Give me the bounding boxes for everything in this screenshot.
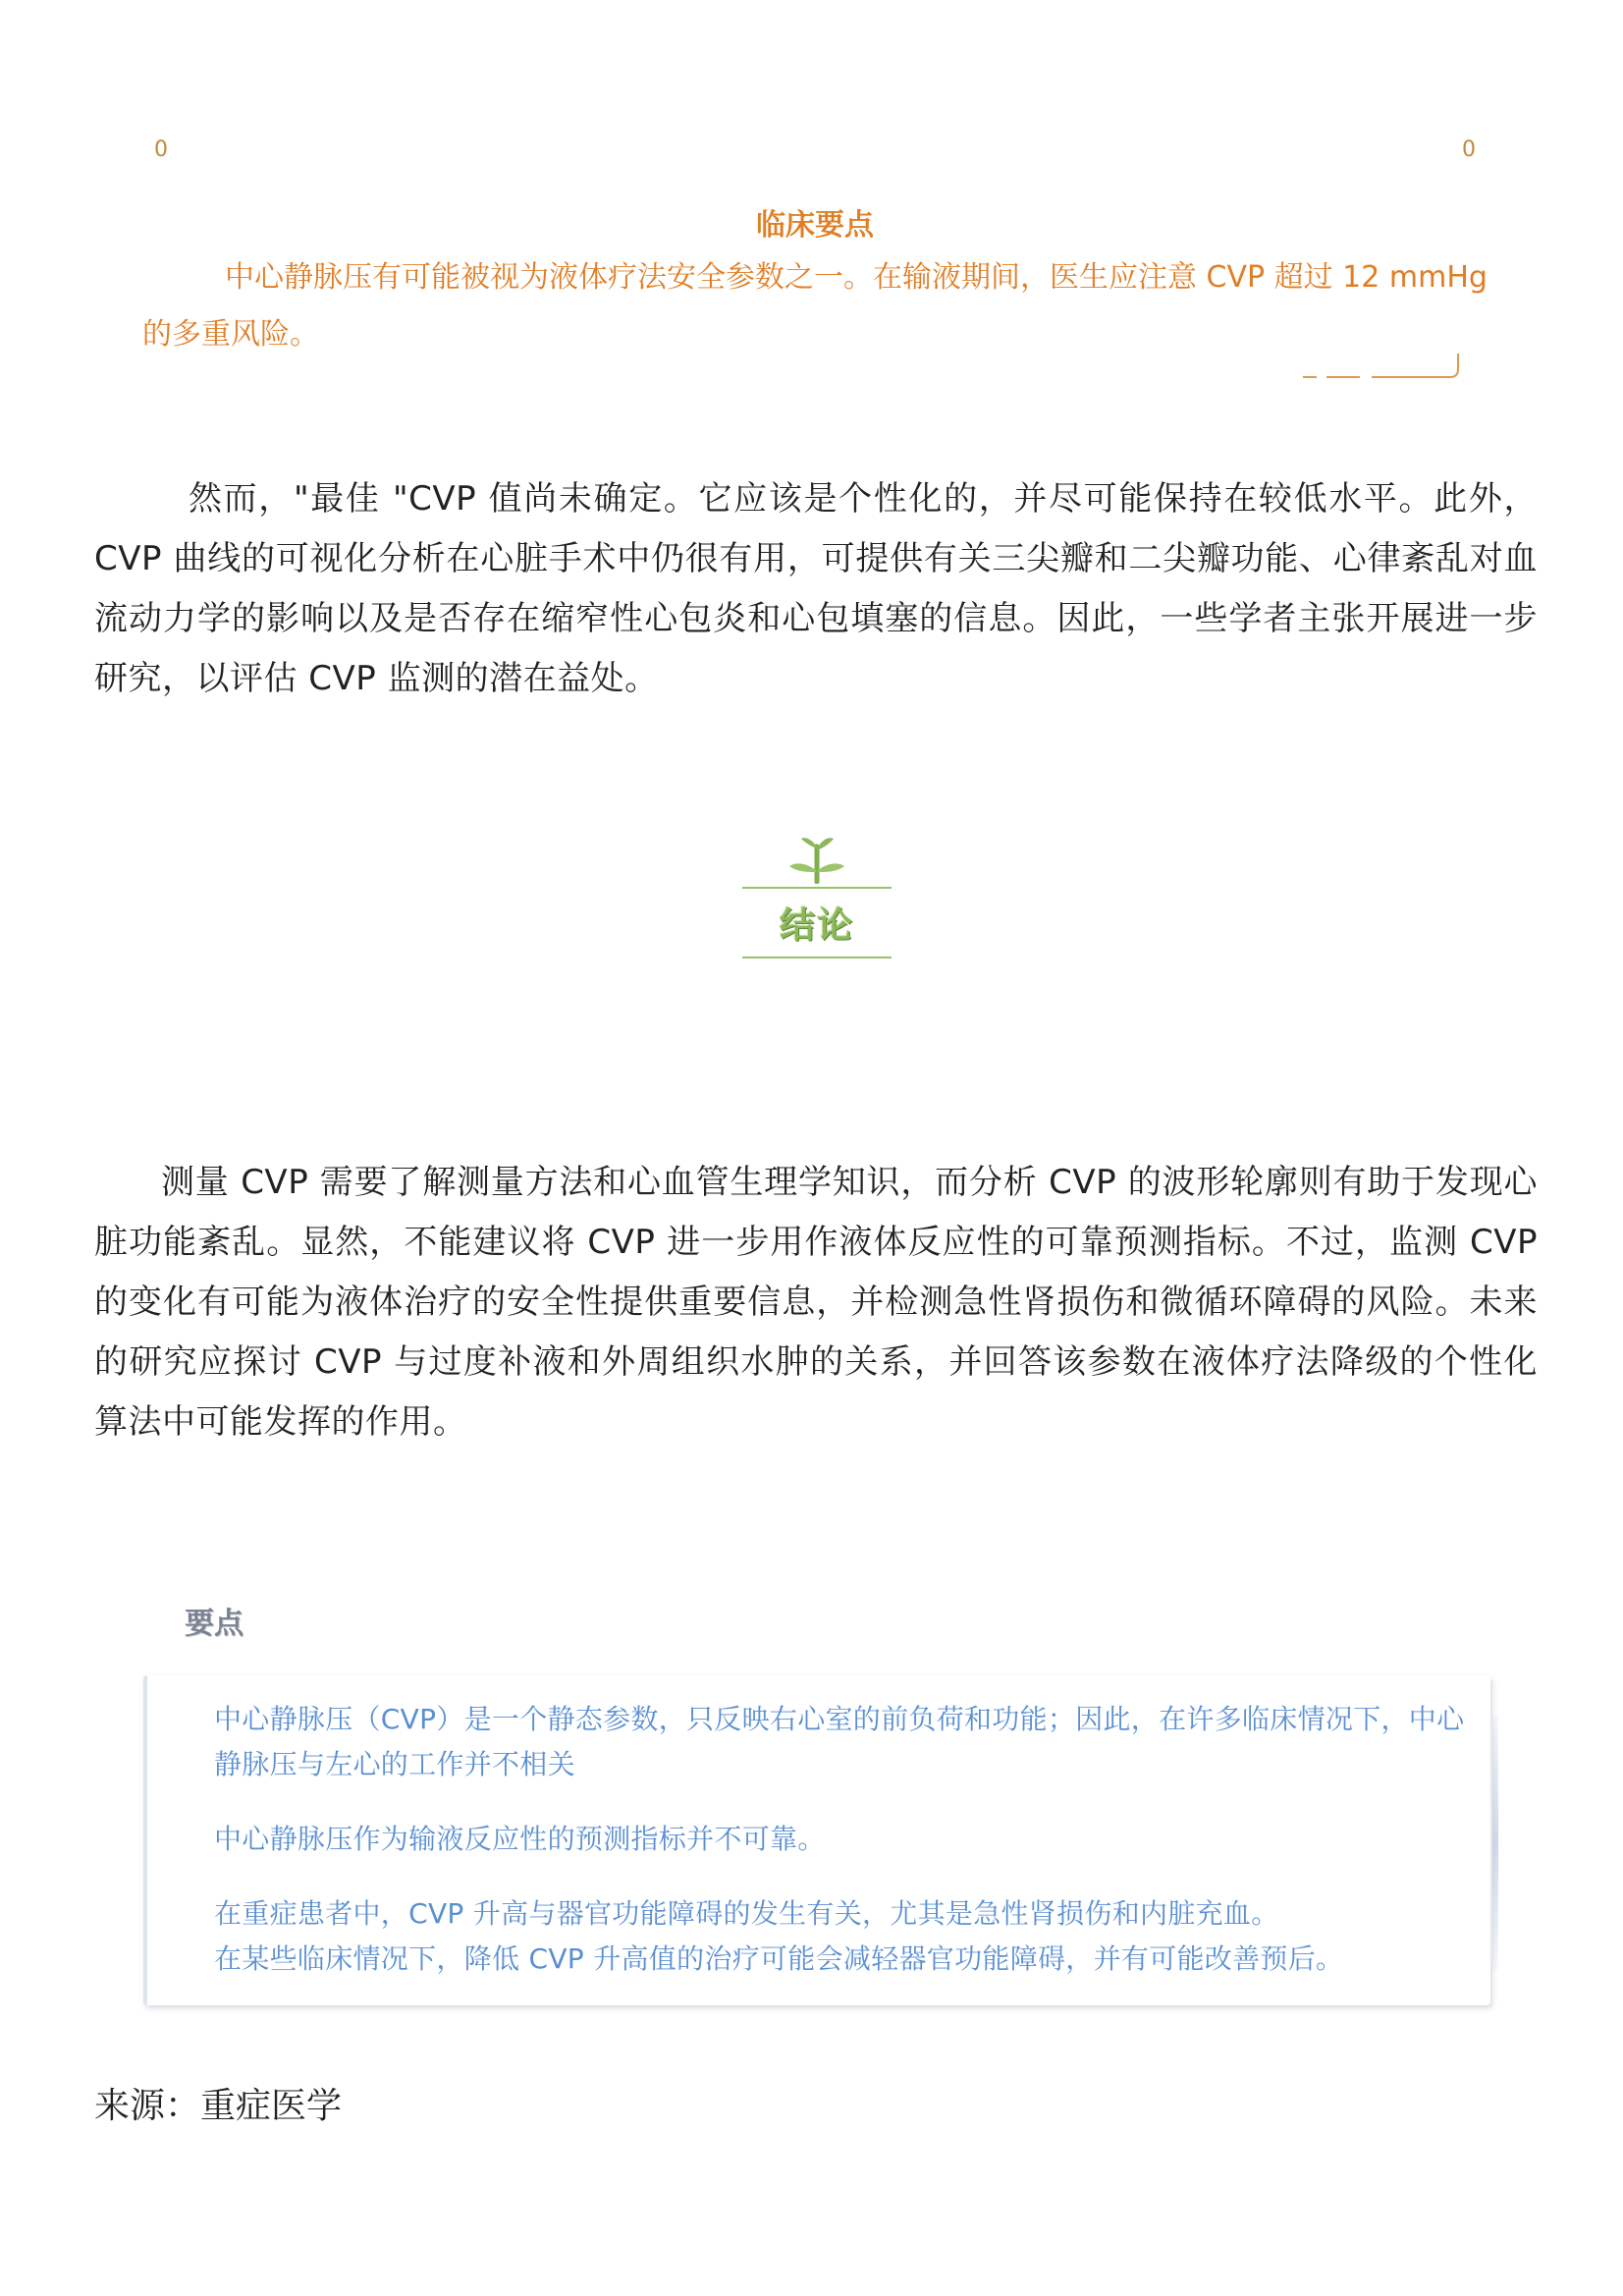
section-heading-label: 结论 bbox=[779, 905, 854, 946]
key-points-card bbox=[143, 1675, 1490, 2005]
body-paragraph-1: 然而，"最佳 "CVP 值尚未确定。它应该是个性化的，并尽可能保持在较低水平。此外，CVP 曲线的可视化分析在心脏手术中仍很有用，可提供有关三尖瓣和二尖瓣功能、心律紊乱对血流动力学的影响以及是否存在缩窄性心包炎和心包填塞的信息。因此，一些学者主张开展进一步研究，以评估 CVP 监测的潜在益处。 bbox=[94, 479, 1538, 698]
key-points-label: 要点 bbox=[185, 1607, 243, 1641]
key-point-item: 在重症患者中，CVP 升高与器官功能障碍的发生有关，尤其是急性肾损伤和内脏充血。 bbox=[214, 1897, 1279, 1930]
key-point-item: 中心静脉压作为输液反应性的预测指标并不可靠。 bbox=[214, 1823, 826, 1855]
bracket-decoration-icon bbox=[1303, 352, 1460, 379]
card-shadow bbox=[1492, 1715, 1498, 1970]
key-point-item: 中心静脉压（CVP）是一个静态参数，只反映右心室的前负荷和功能；因此，在许多临床情况下，中心静脉压与左心的工作并不相关 bbox=[214, 1703, 1465, 1780]
clinical-points-text: 中心静脉压有可能被视为液体疗法安全参数之一。在输液期间，医生应注意 CVP 超过 12 mmHg 的多重风险。 bbox=[142, 260, 1488, 352]
sprout-icon bbox=[787, 835, 846, 884]
heading-line-bottom bbox=[742, 957, 892, 958]
source-line: 来源：重症医学 bbox=[94, 2086, 343, 2126]
clinical-points-box bbox=[142, 136, 1488, 391]
corner-mark-left: 0 bbox=[154, 137, 168, 162]
heading-line-top bbox=[742, 887, 892, 889]
section-heading bbox=[742, 835, 892, 962]
key-point-item: 在某些临床情况下，降低 CVP 升高值的治疗可能会减轻器官功能障碍，并有可能改善预后。 bbox=[214, 1942, 1344, 1975]
body-paragraph-2: 测量 CVP 需要了解测量方法和心血管生理学知识，而分析 CVP 的波形轮廓则有助于发现心脏功能紊乱。显然，不能建议将 CVP 进一步用作液体反应性的可靠预测指标。不过，监测 CVP 的变化有可能为液体治疗的安全性提供重要信息，并检测急性肾损伤和微循环障碍的风险。未来的研究应探讨 CVP 与过度补液和外周组织水肿的关系，并回答该参数在液体疗法降级的个性化算法中可能发挥的作用。 bbox=[94, 1163, 1538, 1442]
clinical-points-title: 临床要点 bbox=[756, 208, 874, 243]
corner-mark-right: 0 bbox=[1462, 137, 1476, 162]
